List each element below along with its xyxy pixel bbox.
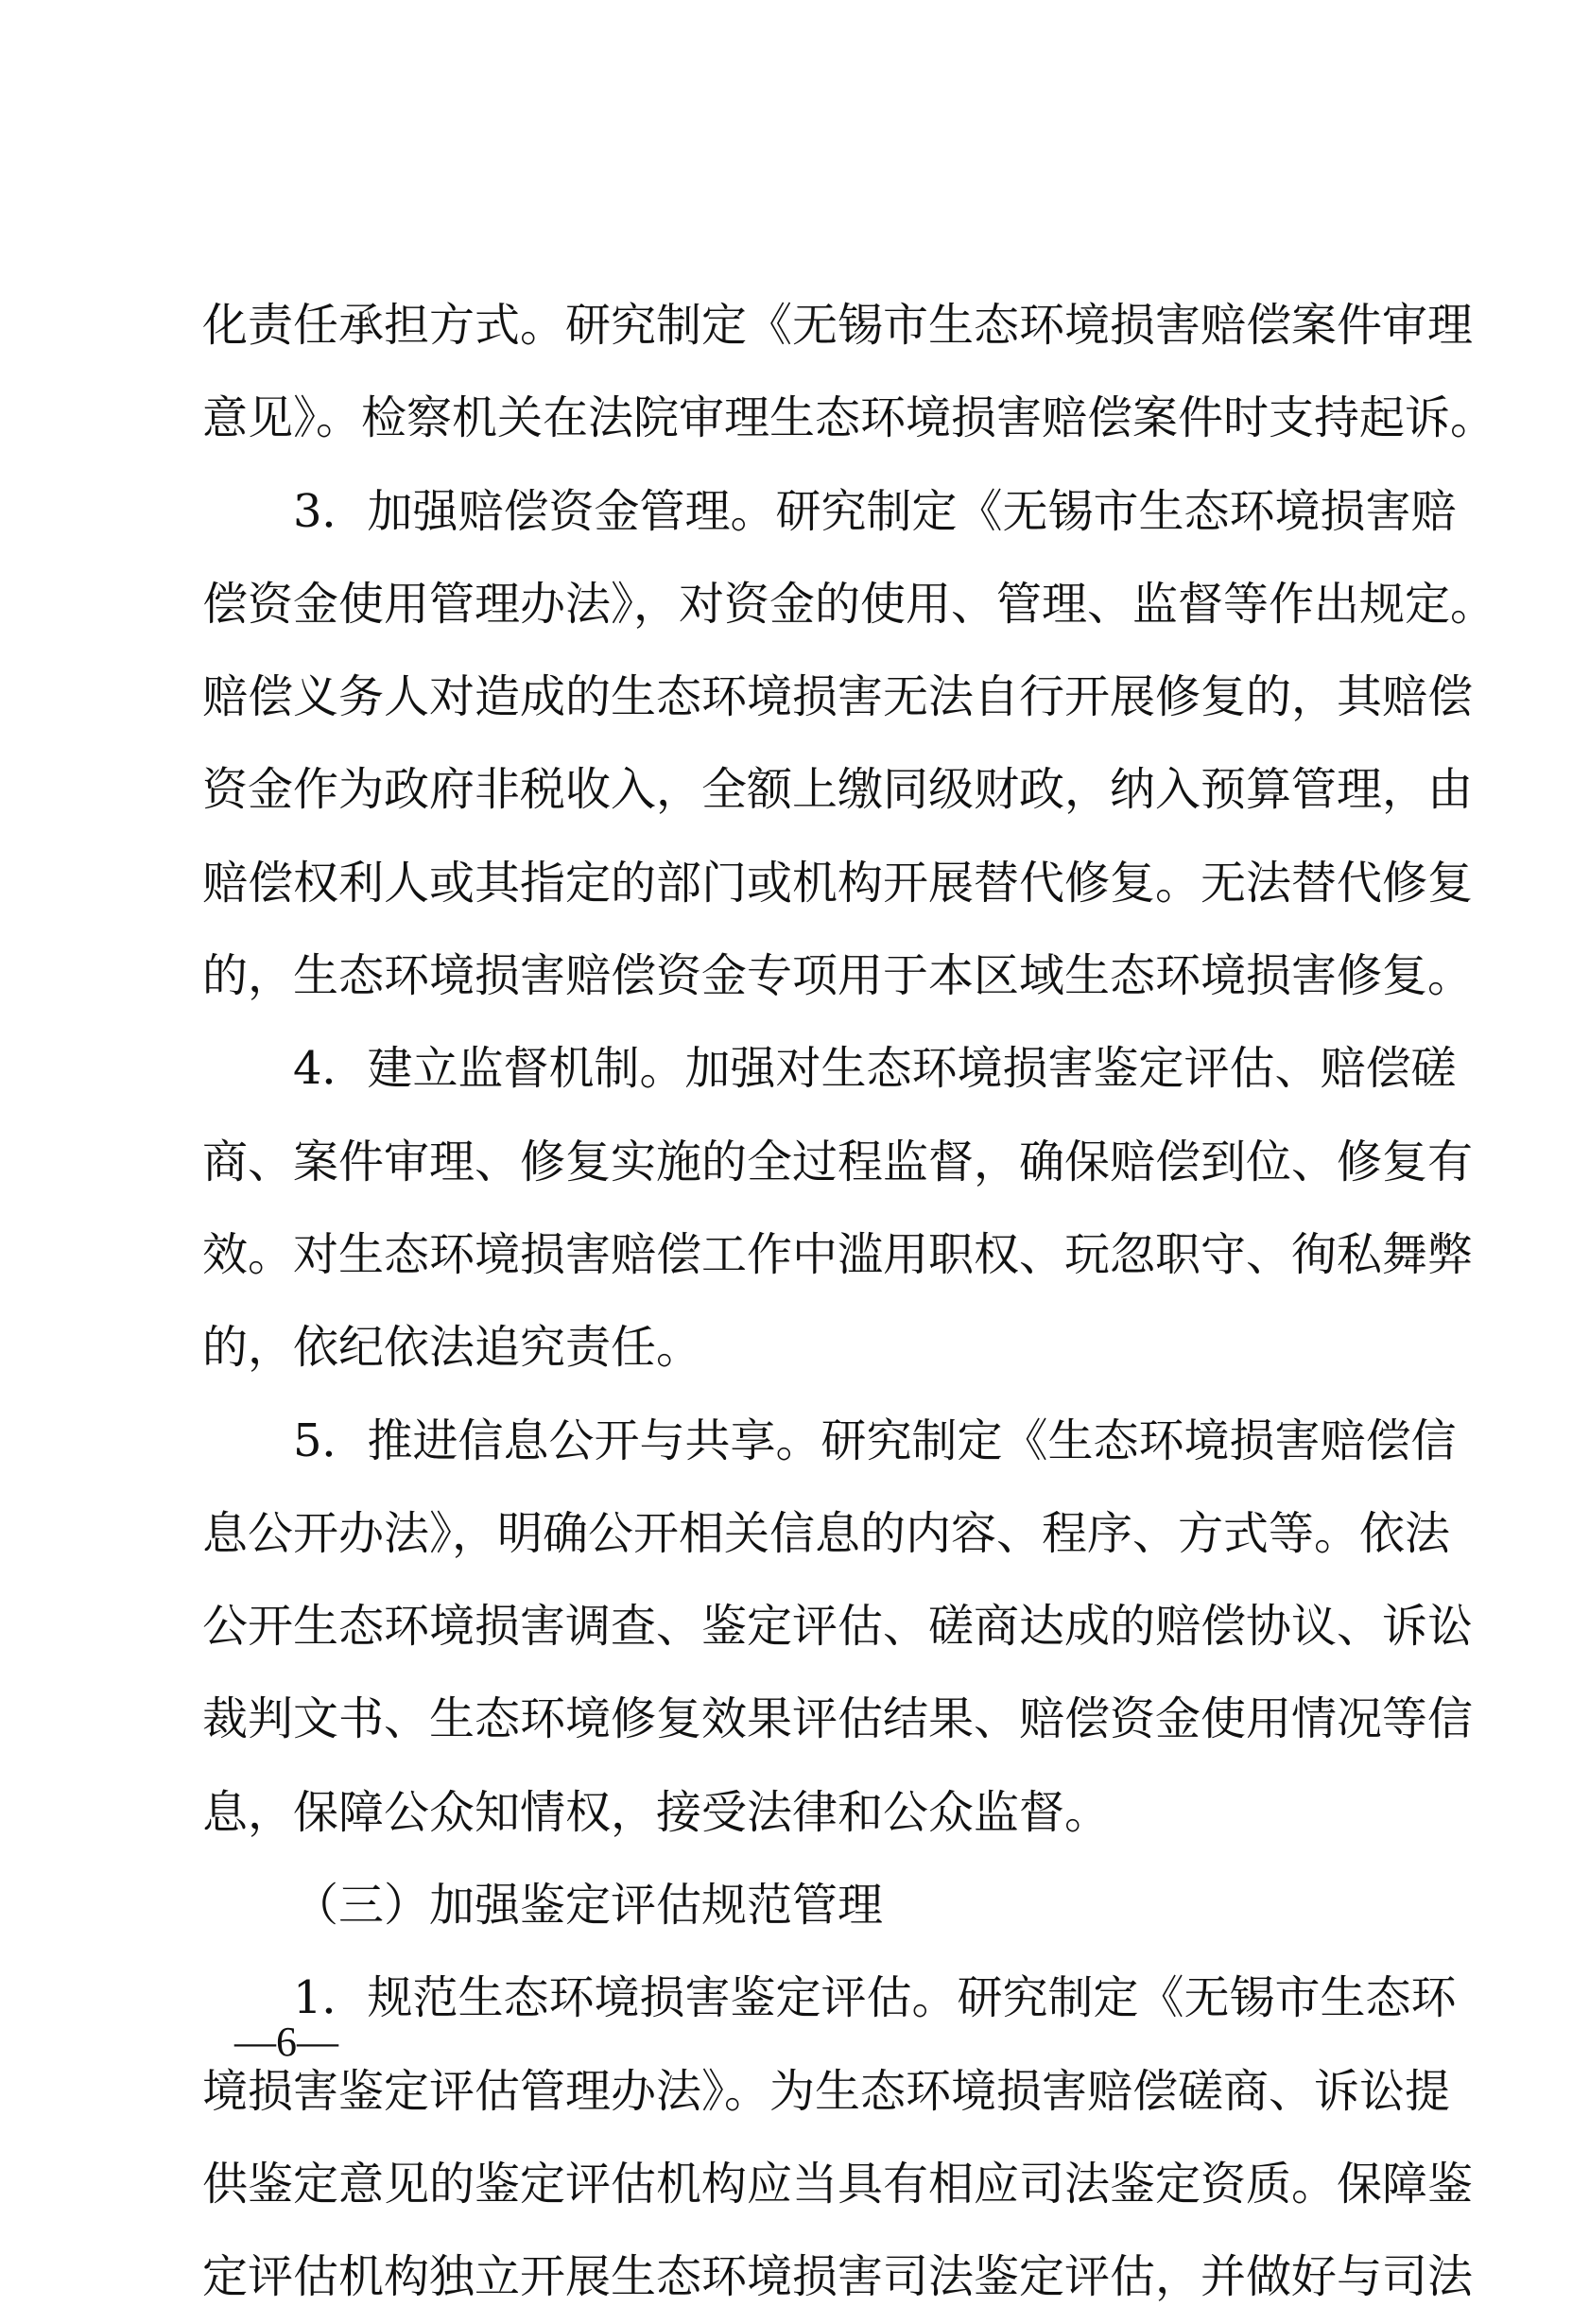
text-line: 的，依纪依法追究责任。 (202, 1321, 702, 1375)
section-4-first-line: 4．建立监督机制。加强对生态环境损害鉴定评估、赔偿磋 (293, 1042, 1457, 1096)
text-line: 供鉴定意见的鉴定评估机构应当具有相应司法鉴定资质。保障鉴 (202, 2157, 1474, 2211)
text-line: 息公开办法》，明确公开相关信息的内容、程序、方式等。依法 (202, 1506, 1451, 1560)
section-heading: （三）加强鉴定评估规范管理 (293, 1879, 884, 1933)
text-line: 的，生态环境损害赔偿资金专项用于本区域生态环境损害修复。 (202, 949, 1474, 1003)
section-3-first-line: 3．加强赔偿资金管理。研究制定《无锡市生态环境损害赔 (293, 484, 1457, 538)
text-line: 商、案件审理、修复实施的全过程监督，确保赔偿到位、修复有 (202, 1135, 1474, 1188)
text-line: 意见》。检察机关在法院审理生态环境损害赔偿案件时支持起诉。 (202, 391, 1496, 445)
subsection-1-first-line: 1．规范生态环境损害鉴定评估。研究制定《无锡市生态环 (293, 1971, 1457, 2025)
page-number: —6— (234, 2019, 338, 2065)
text-line: 赔偿义务人对造成的生态环境损害无法自行开展修复的，其赔偿 (202, 670, 1474, 724)
text-line: 化责任承担方式。研究制定《无锡市生态环境损害赔偿案件审理 (202, 299, 1474, 352)
text-line: 赔偿权利人或其指定的部门或机构开展替代修复。无法替代修复 (202, 856, 1474, 910)
section-5-first-line: 5．推进信息公开与共享。研究制定《生态环境损害赔偿信 (293, 1413, 1457, 1467)
body-text (202, 279, 1496, 2324)
text-line: 定评估机构独立开展生态环境损害司法鉴定评估，并做好与司法 (202, 2250, 1474, 2304)
text-line: 偿资金使用管理办法》，对资金的使用、管理、监督等作出规定。 (202, 577, 1496, 631)
text-line: 公开生态环境损害调查、鉴定评估、磋商达成的赔偿协议、诉讼 (202, 1600, 1474, 1654)
text-line: 境损害鉴定评估管理办法》。为生态环境损害赔偿磋商、诉讼提 (202, 2064, 1451, 2118)
text-line: 裁判文书、生态环境修复效果评估结果、赔偿资金使用情况等信 (202, 1692, 1474, 1746)
text-line: 资金作为政府非税收入，全额上缴同级财政，纳入预算管理，由 (202, 763, 1474, 817)
text-line: 息，保障公众知情权，接受法律和公众监督。 (202, 1785, 1111, 1839)
text-line: 效。对生态环境损害赔偿工作中滥用职权、玩忽职守、徇私舞弊 (202, 1227, 1474, 1281)
